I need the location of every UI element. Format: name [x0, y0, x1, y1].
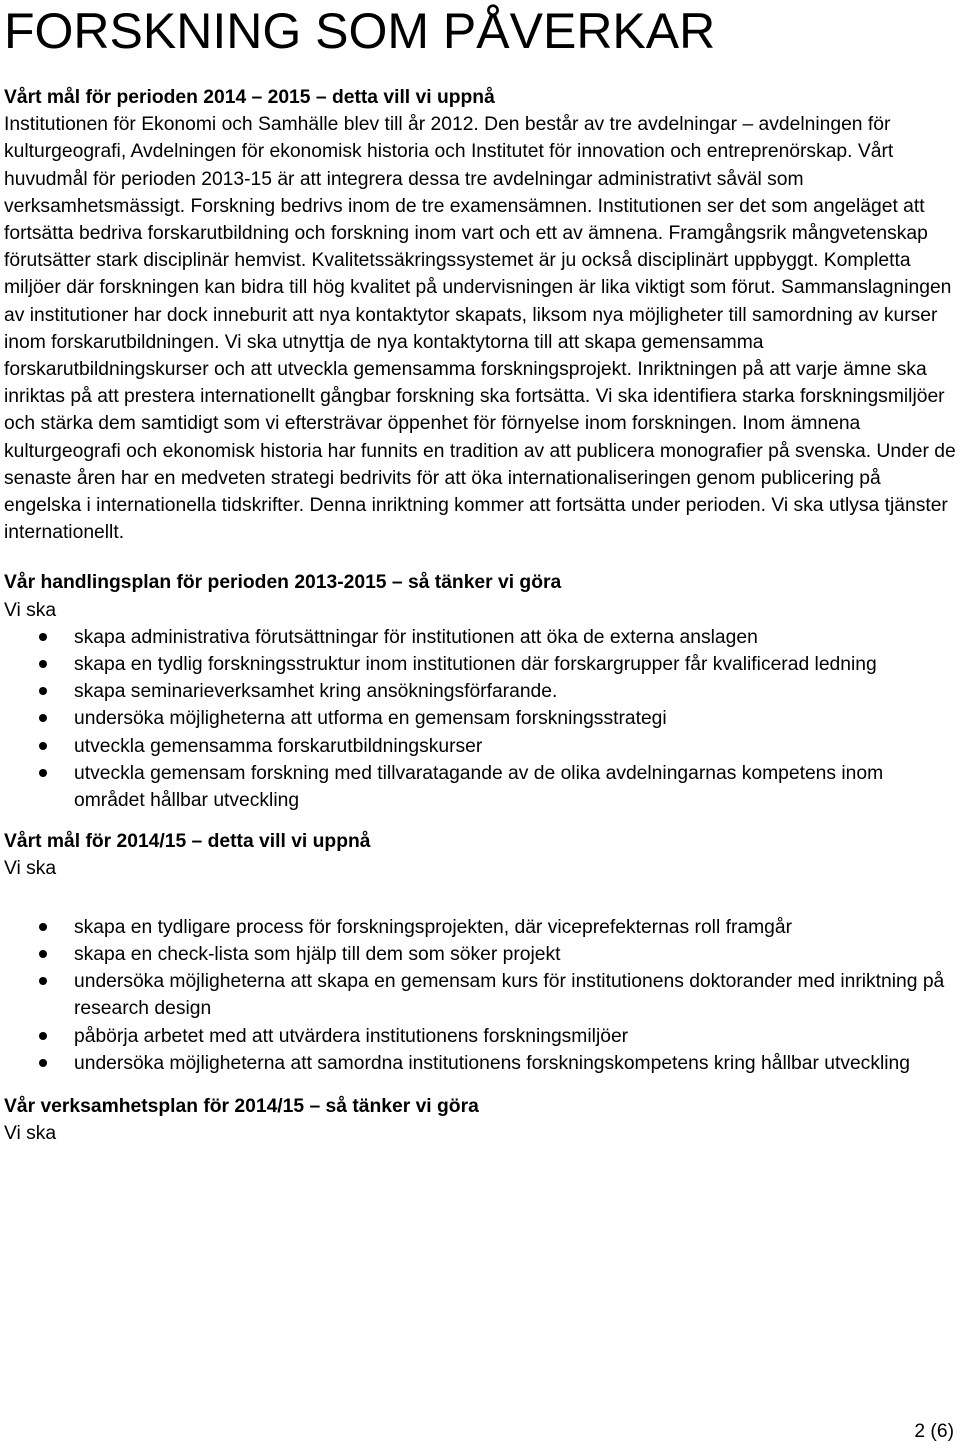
section-intro: Vi ska [4, 1123, 57, 1145]
bullet-icon [39, 633, 47, 641]
list-item: utveckla gemensam forskning med tillvaratagande av de olika avdelningarnas kompetens inom området hållbar utveckling [4, 760, 956, 814]
bullet-icon [39, 714, 47, 722]
section-heading-goals-2014-15: Vårt mål för 2014/15 – detta vill vi uppnå [4, 831, 371, 853]
list-item: utveckla gemensamma forskarutbildningskurser [4, 733, 956, 760]
section-heading-action-plan: Vår handlingsplan för perioden 2013-2015 – så tänker vi göra [4, 572, 562, 594]
section-intro: Vi ska [4, 858, 57, 880]
list-item: skapa en tydligare process för forskningsprojekten, där viceprefekternas roll framgår [4, 914, 956, 941]
bullet-icon [39, 687, 47, 695]
bullet-icon [39, 1059, 47, 1067]
list-item: undersöka möjligheterna att skapa en gemensam kurs för institutionens doktorander med inriktning på research design [4, 968, 956, 1022]
bullet-icon [39, 923, 47, 931]
bullet-icon [39, 742, 47, 750]
bullet-icon [39, 660, 47, 668]
document-body [4, 84, 956, 1147]
bullet-icon [39, 950, 47, 958]
section-intro: Vi ska [4, 599, 57, 621]
section-heading-goals-2014-2015: Vårt mål för perioden 2014 – 2015 – detta vill vi uppnå [4, 87, 495, 108]
page-number: 2 (6) [914, 1421, 954, 1442]
list-item: skapa en tydlig forskningsstruktur inom institutionen där forskargrupper får kvalificerad ledning [4, 651, 956, 678]
bullet-list-goals [4, 914, 956, 1077]
bullet-list-action-plan [4, 624, 956, 814]
list-item: undersöka möjligheterna att utforma en gemensam forskningsstrategi [4, 705, 956, 732]
list-item: undersöka möjligheterna att samordna institutionens forskningskompetens kring hållbar utveckling [4, 1050, 956, 1077]
list-item: skapa administrativa förutsättningar för institutionen att öka de externa anslagen [4, 624, 956, 651]
bullet-icon [39, 1032, 47, 1040]
bullet-icon [39, 769, 47, 777]
list-item: skapa en check-lista som hjälp till dem som söker projekt [4, 941, 956, 968]
section-paragraph: Institutionen för Ekonomi och Samhälle blev till år 2012. Den består av tre avdelningar – avdelningen för kulturgeografi, Avdelningen för ekonomisk historia och Institutet för innovation och entreprenörskap. Vårt huvudmål för perioden 2013-15 är att integrera dessa tre avdelningar administrativt såväl som verksamhetsmässigt. Forskning bedrivs inom de tre examensämnen. Institutionen ser det som angeläget att fortsätta bedriva forskarutbildning och forskning inom vart och ett av ämnena. Framgångsrik mångvetenskap förutsätter stark disciplinär hemvist. Kvalitetssäkringssystemet är ju också disciplinärt uppbyggt. Kompletta miljöer där forskningen kan bidra till hög kvalitet på undervisningen är lika viktigt som förut. Sammanslagningen av institutioner har dock inneburit att nya kontaktytor skapats, liksom nya möjligheter till samordning av kurser inom forskarutbildningen. Vi ska utnyttja de nya kontaktytorna till att skapa gemensamma forskarutbildningskurser och att utveckla gemensamma forskningsprojekt. Inriktningen på att varje ämne ska inriktas på att prestera internationellt gångbar forskning ska fortsätta. Vi ska identifiera starka forskningsmiljöer och stärka dem samtidigt som vi eftersträvar öppenhet för förnyelse inom forskningen. Inom ämnena kulturgeografi och ekonomisk historia har funnits en tradition av att publicera monografier på svenska. Under de senaste åren har en medveten strategi bedrivits för att öka internationaliseringen genom publicering på engelska i internationella tidskrifter. Denna inriktning kommer att fortsätta under perioden. Vi ska utlysa tjänster internationellt. [4, 114, 956, 544]
section-heading-operational-plan: Vår verksamhetsplan för 2014/15 – så tänker vi göra [4, 1095, 479, 1117]
page-title: FORSKNING SOM PÅVERKAR [4, 3, 716, 59]
bullet-icon [39, 977, 47, 985]
list-item: skapa seminarieverksamhet kring ansökningsförfarande. [4, 678, 956, 705]
list-item: påbörja arbetet med att utvärdera institutionens forskningsmiljöer [4, 1023, 956, 1050]
